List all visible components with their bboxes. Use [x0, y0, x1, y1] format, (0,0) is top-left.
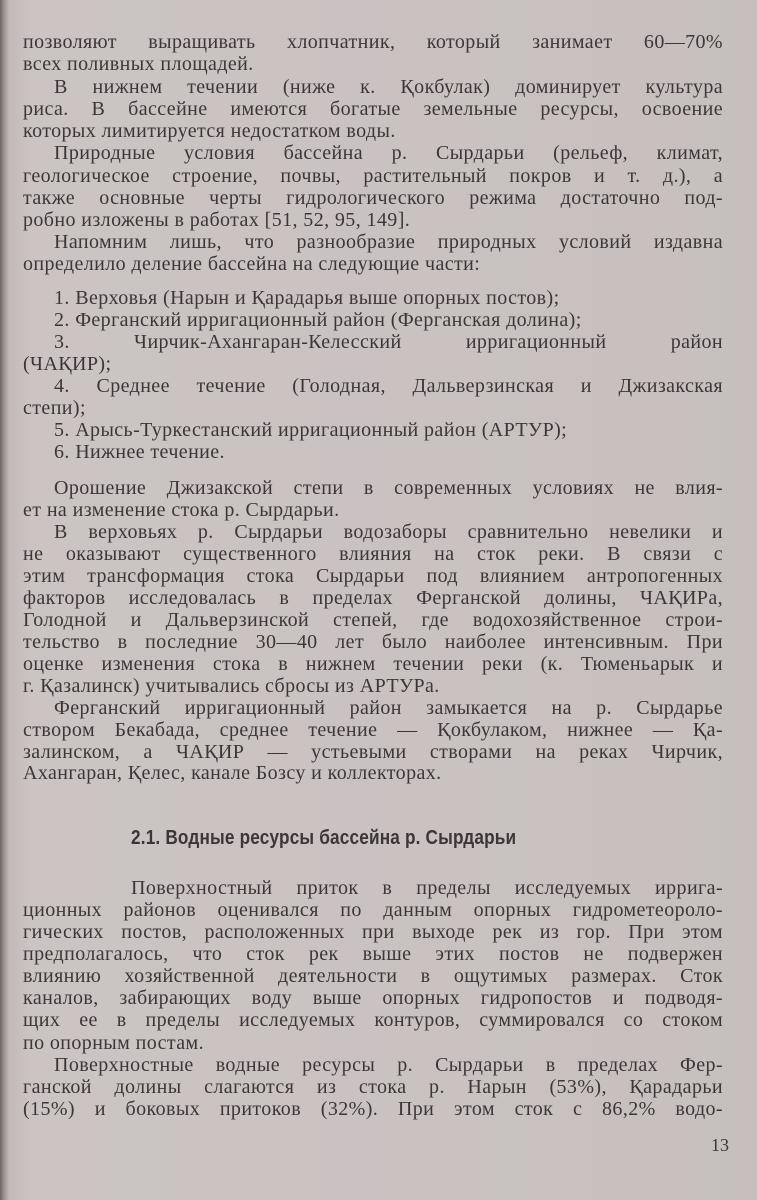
text-line: определило деление бассейна на следующие части:	[23, 253, 481, 275]
text-line: 6. Нижнее течение.	[54, 441, 225, 463]
text-line: 4. Среднее течение (Голодная, Дальверзинская и Джизакская	[54, 375, 723, 397]
text-line: 2. Ферганский ирригационный район (Ферганская долина);	[54, 309, 582, 331]
text-line: ганской долины слагаются из стока р. Нарын (53%), Қарадарьи	[23, 1076, 723, 1098]
text-line: Орошение Джизакской степи в современных условиях не влия-	[54, 477, 723, 499]
text-line: каналов, забирающих воду выше опорных гидропостов и подводя-	[23, 987, 723, 1009]
text-line: (ЧАҚИР);	[23, 353, 112, 375]
text-line: Поверхностные водные ресурсы р. Сырдарьи в пределах Фер-	[54, 1054, 723, 1076]
section-heading: 2.1. Водные ресурсы бассейна р. Сырдарьи	[131, 827, 517, 849]
text-line: Напомним лишь, что разнообразие природных условий издавна	[54, 231, 723, 253]
text-line: тельство в последние 30—40 лет было наиболее интенсивным. При	[23, 631, 723, 653]
text-line: 1. Верховья (Нарын и Қарадарья выше опорных постов);	[54, 287, 560, 309]
text-line: гических постов, расположенных при выходе рек из гор. При этом	[23, 921, 723, 943]
text-line: этим трансформация стока Сырдарьи под влиянием антропогенных	[23, 565, 723, 587]
text-line: (15%) и боковых притоков (32%). При этом сток с 86,2% водо-	[23, 1098, 723, 1120]
text-line: также основные черты гидрологического режима достаточно под-	[23, 187, 723, 209]
text-line: Природные условия бассейна р. Сырдарьи (рельеф, климат,	[54, 142, 723, 164]
text-line: геологическое строение, почвы, растительный покров и т. д.), а	[23, 165, 723, 187]
text-line: предполагалось, что сток рек выше этих постов не подвержен	[23, 943, 723, 965]
page-number: 13	[711, 1135, 729, 1155]
text-line: 5. Арысь-Туркестанский ирригационный район (АРТУР);	[54, 419, 568, 441]
text-line: 3. Чирчик-Ахангаран-Келесский ирригационный район	[54, 331, 723, 353]
text-line: которых лимитируется недостатком воды.	[23, 120, 396, 142]
text-line: створом Бекабада, среднее течение — Қокбулаком, нижнее — Қа-	[23, 719, 723, 741]
text-line: по опорным постам.	[23, 1032, 204, 1054]
text-line: не оказывают существенного влияния на сток реки. В связи с	[23, 543, 723, 565]
text-line: В верховьях р. Сырдарьи водозаборы сравнительно невелики и	[54, 521, 723, 543]
text-line: всех поливных площадей.	[23, 53, 254, 75]
text-line: степи);	[23, 397, 86, 419]
text-line: Ферганский ирригационный район замыкается на р. Сырдарье	[54, 697, 723, 719]
text-line: Голодной и Дальверзинской степей, где водохозяйственное строи-	[23, 609, 723, 631]
text-line: риса. В бассейне имеются богатые земельные ресурсы, освоение	[23, 98, 723, 120]
text-line: робно изложены в работах [51, 52, 95, 149].	[23, 209, 411, 231]
text-line: оценке изменения стока в нижнем течении реки (к. Тюменьарык и	[23, 653, 723, 675]
text-line: Ахангаран, Қелес, канале Бозсу и коллекторах.	[23, 762, 442, 784]
text-line: В нижнем течении (ниже к. Қокбулак) доминирует культура	[54, 76, 723, 98]
text-line: залинском, а ЧАҚИР — устьевыми створами на реках Чирчик,	[23, 741, 723, 763]
text-line: щих ее в пределы исследуемых контуров, суммировался со стоком	[23, 1009, 723, 1031]
text-line: факторов исследовалась в пределах Ферганской долины, ЧАҚИРа,	[23, 587, 723, 609]
text-line: ет на изменение стока р. Сырдарьи.	[23, 499, 340, 521]
text-line: г. Қазалинск) учитывались сбросы из АРТУРа.	[23, 675, 440, 697]
text-line: ционных районов оценивался по данным опорных гидрометеороло-	[23, 899, 723, 921]
text-line: позволяют выращивать хлопчатник, который занимает 60—70%	[23, 31, 723, 53]
text-line: Поверхностный приток в пределы исследуемых ирригa-	[131, 877, 723, 899]
text-line: влиянию хозяйственной деятельности в ощутимых размерах. Сток	[23, 965, 723, 987]
